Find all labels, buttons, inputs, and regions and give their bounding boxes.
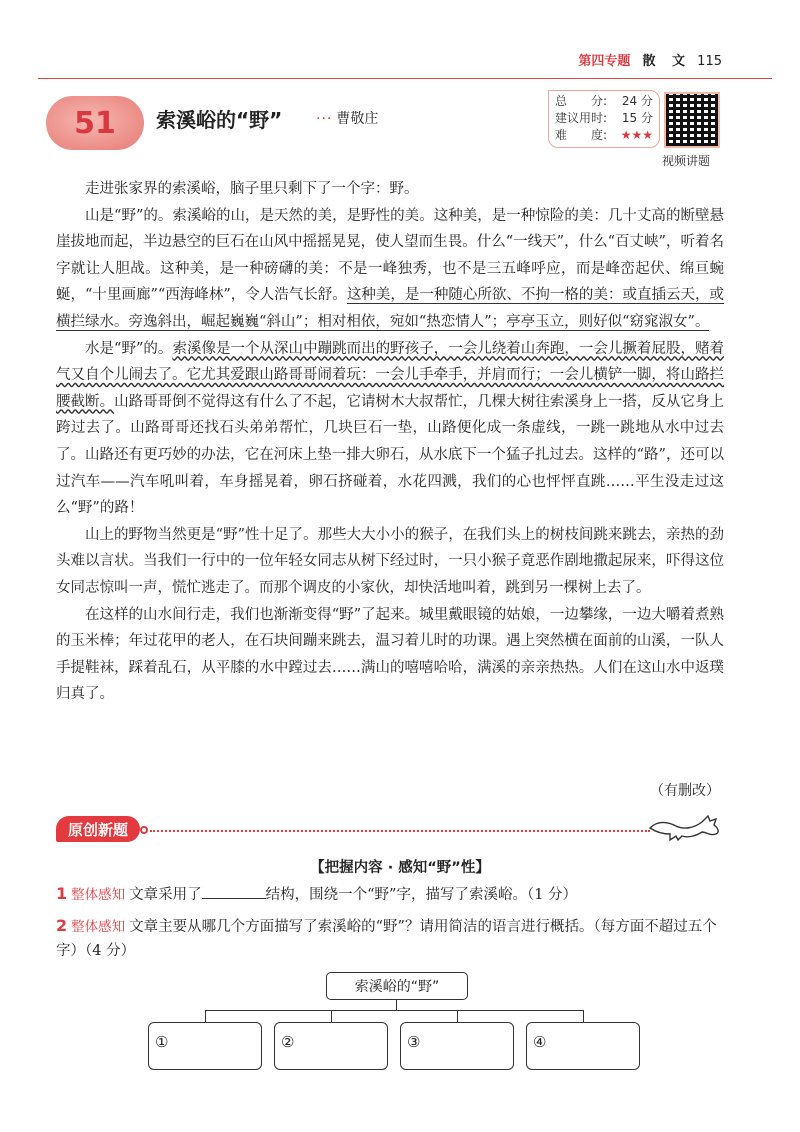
- lesson-number-badge: [46, 96, 144, 150]
- answer-blank[interactable]: [202, 882, 266, 899]
- lesson-number: 51: [74, 105, 116, 141]
- info-total-label: 总 分:: [555, 94, 608, 108]
- question-1-text-b: 结构，围绕一个“野”字，描写了索溪峪。（1 分）: [265, 887, 578, 903]
- info-total: [555, 93, 653, 110]
- qr-caption: 视频讲题: [662, 154, 711, 168]
- source-note: （有删改）: [650, 783, 720, 799]
- section-tag: 原创新题: [56, 816, 140, 842]
- author-dots: ···: [316, 111, 333, 127]
- diagram-root: 索溪峪的“野”: [326, 972, 468, 1000]
- box-4-label: ④: [533, 1033, 547, 1051]
- answer-box-2[interactable]: [274, 1022, 388, 1070]
- info-time: [555, 110, 653, 127]
- paragraph-2-part-a: 山是“野”的。索溪峪的山，是天然的美，是野性的美。这种美，是一种惊险的美：几十丈高的断壁悬崖拔地而起，半边悬空的巨石在山风中摇摇晃晃，使人望而生畏。什么“一线天”，什么“百丈峡”，听着名字就让人胆战。这种美，是一种磅礴的美：不是一峰独秀，也不是三五峰呼应，而是峰峦起伏、绵亘蜿蜒，“十里画廊”“西海峰林”，令人浩气长舒。: [56, 207, 724, 304]
- header-subject: 散 文: [642, 54, 692, 69]
- connector-4: [583, 1010, 584, 1022]
- answer-box-3[interactable]: [400, 1022, 514, 1070]
- section-dotted-line: [150, 830, 650, 832]
- underlined-sentence: 这种美，是一种随心所欲、不拘一格的美：或直插云天，或横拦绿水。: [56, 287, 724, 330]
- paragraph-2: [56, 203, 724, 336]
- topic-title: 【把握内容 · 感知“野”性】: [310, 860, 490, 876]
- article-body: [56, 176, 724, 708]
- info-difficulty: [555, 127, 653, 144]
- question-2-number: 2: [56, 916, 68, 935]
- info-difficulty-label: 难 度:: [555, 128, 608, 142]
- question-2: [56, 914, 724, 963]
- header-divider: [38, 78, 772, 79]
- box-2-label: ②: [281, 1033, 295, 1051]
- answer-box-4[interactable]: [526, 1022, 640, 1070]
- page-number: 115: [697, 54, 722, 69]
- lesson-author: 曹敬庄: [336, 111, 379, 127]
- lesson-author-line: [316, 108, 378, 128]
- paragraph-3-part-c: 山路哥哥倒不觉得这有什么了不起，它请树木大叔帮忙，几棵大树往索溪身上一搭，反从它身上跨过去了。山路哥哥还找石头弟弟帮忙，几块巨石一垫，山路便化成一条虚线，一跳一跳地从水中过去了。山路还有更巧妙的办法，它在河床上垫一排大卵石，从水底下一个猛子扎过去。这样的“路”，还可以过汽车——汽车吼叫着，车身摇晃着，卵石挤碰着，水花四溅，我们的心也怦怦直跳……平生没走过这么“野”的路！: [56, 393, 725, 517]
- connector-bar: [205, 1010, 583, 1011]
- difficulty-stars: ★★★: [620, 128, 653, 142]
- paragraph-3: [56, 336, 724, 522]
- paragraph-4: 山上的野物当然更是“野”性十足了。那些大大小小的猴子，在我们头上的树枝间跳来跳去，亲热的劲头难以言状。当我们一行中的一位年轻女同志从树下经过时，一只小猴子竟恶作剧地撒起尿来，吓得这位女同志惊叫一声，慌忙逃走了。而那个调皮的小家伙，却快活地叫着，跳到另一棵树上去了。: [56, 526, 724, 596]
- underlined-sentence-2: 旁逸斜出，崛起巍巍“斜山”；相对相依，宛如“热恋情人”；亭亭玉立，则好似“窈窕淑女”。: [128, 313, 710, 330]
- wavy-underlined-sentence: 索溪像是一个从深山中蹦跳而出的野孩子，一会儿绕着山奔跑，一会儿撅着屁股，赌着气又自个儿闹去了。它尤其爱跟山路哥哥闹着玩：一会儿手牵手，并肩而行；一会儿横铲一脚，将山路拦腰截断。: [56, 340, 724, 410]
- answer-box-1[interactable]: [148, 1022, 262, 1070]
- info-time-label: 建议用时:: [555, 111, 608, 125]
- qr-code-icon[interactable]: [664, 92, 720, 148]
- paragraph-5: 在这样的山水间行走，我们也渐渐变得“野”了起来。城里戴眼镜的姑娘，一边攀缘，一边大嚼着煮熟的玉米棒；年过花甲的老人，在石块间蹦来跳去，温习着儿时的功课。遇上突然横在面前的山溪，一队人手提鞋袜，踩着乱石，从平膝的水中蹚过去……满山的嘻嘻哈哈，满溪的亲亲热热。人们在这山水中返璞归真了。: [56, 606, 724, 703]
- header-topic: 第四专题: [578, 54, 631, 69]
- page-header: [578, 50, 722, 69]
- lesson-title: 索溪峪的“野”: [156, 108, 283, 132]
- connector-2: [331, 1010, 332, 1022]
- info-box: [548, 90, 660, 148]
- question-1-text-a: 文章采用了: [129, 887, 202, 903]
- connector-3: [457, 1010, 458, 1022]
- question-1-number: 1: [56, 884, 68, 903]
- paragraph-3-part-a: 水是“野”的。: [85, 340, 173, 357]
- box-3-label: ③: [407, 1033, 421, 1051]
- section-dot: [140, 826, 148, 834]
- question-2-text: 文章主要从哪几个方面描写了索溪峪的“野”？请用简洁的语言进行概括。（每方面不超过五个字）（4 分）: [56, 919, 717, 959]
- cat-icon: [648, 812, 724, 842]
- connector-1: [205, 1010, 206, 1022]
- question-2-tag: 整体感知: [71, 919, 126, 935]
- info-time-value: 15 分: [621, 111, 653, 125]
- info-total-value: 24 分: [621, 94, 653, 108]
- paragraph-1: 走进张家界的索溪峪，脑子里只剩下了一个字：野。: [85, 181, 419, 197]
- box-1-label: ①: [155, 1033, 169, 1051]
- question-1: [56, 882, 724, 907]
- question-1-tag: 整体感知: [71, 887, 126, 903]
